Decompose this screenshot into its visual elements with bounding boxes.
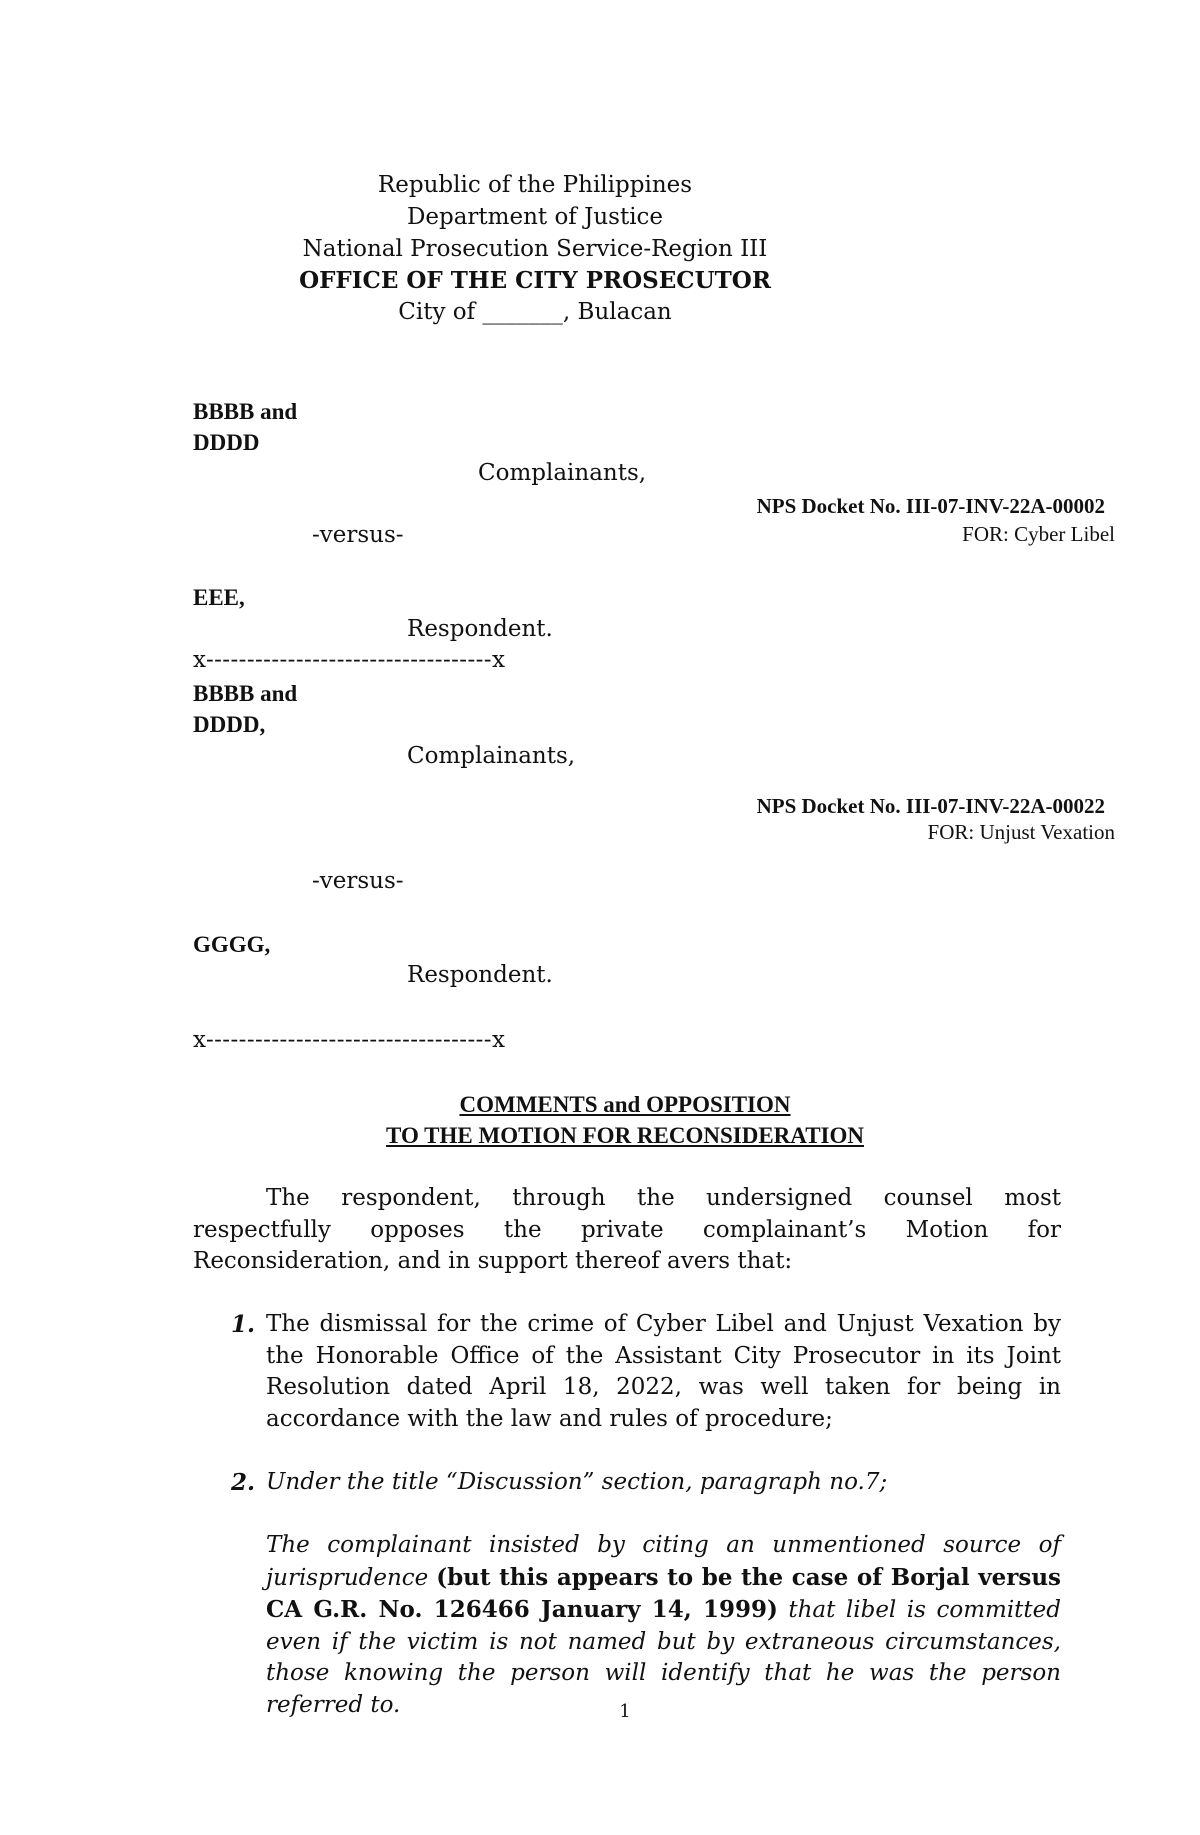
case2-docket: NPS Docket No. III-07-INV-22A-00022	[756, 794, 1105, 818]
case1-complainant-line1: BBBB and	[193, 399, 298, 424]
item-1-number: 1.	[231, 1311, 256, 1338]
quote-part3: that libel is committed even if the victim is not named but by extraneous circumstances, those knowing the person will identify that he was the person referred to.	[266, 1597, 1061, 1718]
case1-docket: NPS Docket No. III-07-INV-22A-00002	[756, 494, 1105, 518]
case2-complainant-line1: BBBB and	[193, 681, 298, 706]
case1-respondent-name: EEE,	[193, 585, 245, 610]
case1-complainant-line2: DDDD	[193, 430, 260, 455]
case2-respondent-label: Respondent.	[407, 962, 553, 988]
case2-respondent-name: GGGG,	[193, 932, 271, 957]
quote-part2: (but this appears to be the case of Borjal versus CA G.R. No. 126466 January 14, 1999)	[266, 1563, 1061, 1623]
header-service: National Prosecution Service-Region III	[302, 236, 768, 262]
intro-paragraph: The respondent, through the undersigned counsel most respectfully opposes the private complainant’s Motion for Reconsideration, and in support thereof avers that:	[193, 1185, 1061, 1274]
quote-paragraph	[266, 1530, 1061, 1721]
page-number: 1	[619, 1701, 631, 1722]
header-republic: Republic of the Philippines	[377, 172, 693, 198]
title-line1: COMMENTS and OPPOSITION	[459, 1092, 791, 1117]
case2-complainant-line2: DDDD,	[193, 712, 266, 737]
case1-versus: -versus-	[312, 522, 404, 548]
separator-1: x-----------------------------------x	[193, 647, 506, 673]
item-2-number: 2.	[231, 1469, 256, 1496]
case2-versus: -versus-	[312, 868, 404, 894]
title-line2: TO THE MOTION FOR RECONSIDERATION	[386, 1123, 864, 1148]
case2-for: FOR: Unjust Vexation	[927, 820, 1115, 844]
case1-complainants-label: Complainants,	[478, 460, 647, 486]
case1-respondent-label: Respondent.	[407, 616, 553, 642]
header-department: Department of Justice	[406, 204, 664, 230]
item-2-text: Under the title “Discussion” section, paragraph no.7;	[266, 1469, 888, 1495]
case2-complainants-label: Complainants,	[407, 743, 576, 769]
header-office: OFFICE OF THE CITY PROSECUTOR	[299, 267, 771, 294]
separator-2: x-----------------------------------x	[193, 1027, 506, 1053]
quote-part1: The complainant insisted by citing an unmentioned source of jurisprudence	[266, 1532, 1061, 1591]
case1-for: FOR: Cyber Libel	[962, 522, 1115, 546]
header-city: City of _______, Bulacan	[398, 299, 672, 325]
item-1-text: The dismissal for the crime of Cyber Libel and Unjust Vexation by the Honorable Office of the Assistant City Prosecutor in its Joint Resolution dated April 18, 2022, was well taken for being in accordance with the law and rules of procedure;	[266, 1311, 1061, 1432]
